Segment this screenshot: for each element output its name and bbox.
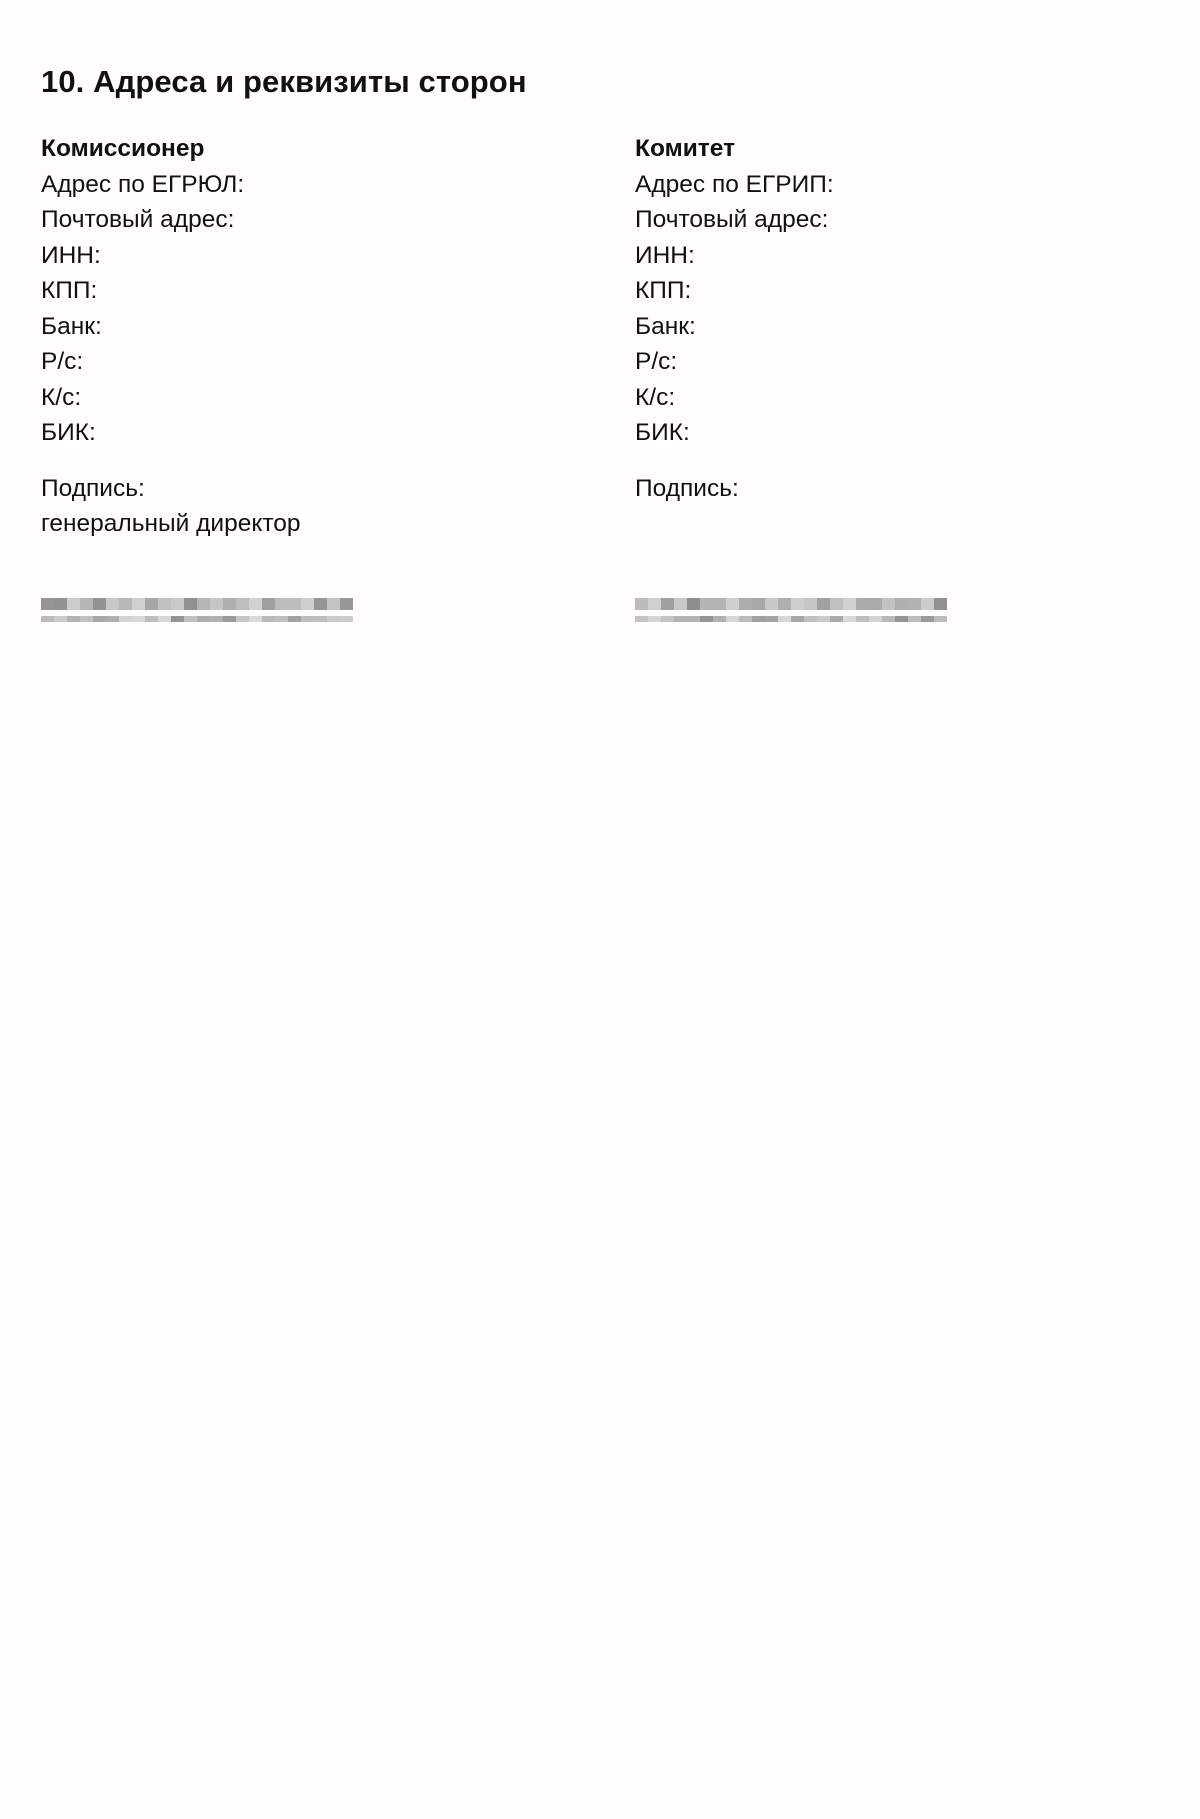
commissioner-bik-label: БИК: [41,419,96,446]
commissioner-egrul-address-label: Адрес по ЕГРЮЛ: [41,170,245,198]
commissioner-corr-account-label: К/с: [41,383,82,411]
committent-name-redacted [635,598,955,622]
committent-signature-block [635,471,1155,507]
committent-kpp-label: КПП: [635,277,692,304]
committent-inn-label: ИНН: [635,241,695,269]
commissioner-name-redacted [41,598,353,622]
commissioner-kpp-label: КПП: [41,277,98,304]
committent-account-label: Р/с: [635,348,678,375]
commissioner-postal-address-label: Почтовый адрес: [41,206,235,233]
committent-requisites [635,131,1155,506]
committent-postal-address-label: Почтовый адрес: [635,206,829,233]
commissioner-position: генеральный директор [41,510,301,537]
committent-heading: Комитет [635,135,736,162]
commissioner-signature-label: Подпись: [41,474,145,502]
committent-corr-account-label: К/с: [635,383,676,411]
commissioner-heading: Комиссионер [41,135,205,162]
commissioner-account-label: Р/с: [41,348,84,375]
commissioner-requisites [41,131,601,542]
committent-signature-label: Подпись: [635,474,739,502]
commissioner-inn-label: ИНН: [41,241,101,269]
commissioner-bank-label: Банк: [41,312,102,340]
commissioner-signature-block [41,471,601,542]
committent-bik-label: БИК: [635,419,690,446]
committent-egrip-address-label: Адрес по ЕГРИП: [635,170,834,198]
section-title: 10. Адреса и реквизиты сторон [41,64,527,99]
committent-bank-label: Банк: [635,312,696,340]
